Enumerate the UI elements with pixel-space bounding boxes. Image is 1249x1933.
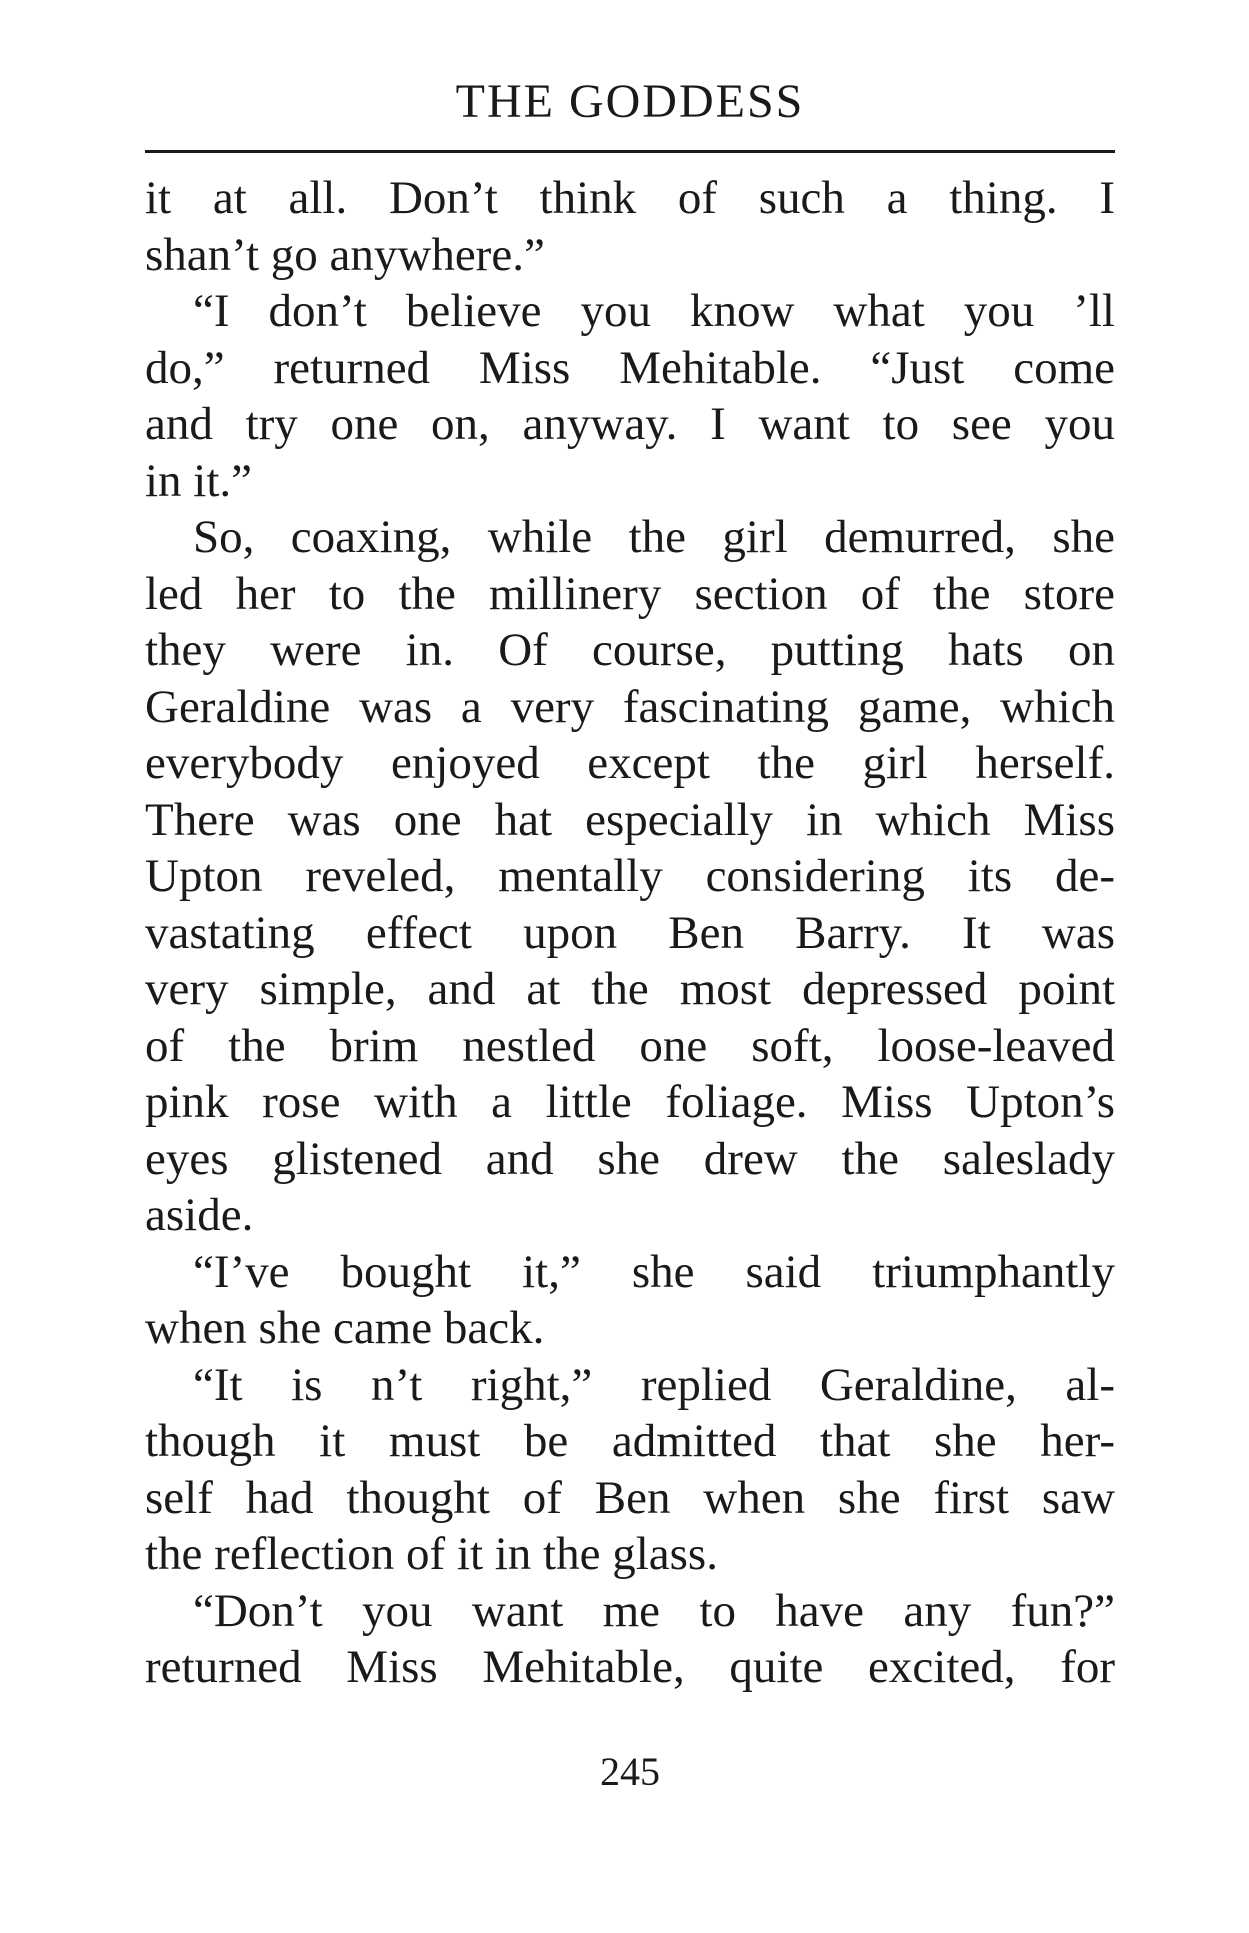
text-line: vastating effect upon Ben Barry. It was [145,906,1115,959]
text-line: it at all. Don’t think of such a thing. I [145,172,1115,224]
text-line: Geraldine was a very fascinating game, which [145,680,1115,733]
text-line: led her to the millinery section of the store [145,567,1115,620]
text-line: eyes glistened and she drew the saleslady [145,1132,1115,1185]
text-line: the reflection of it in the glass. [145,1528,718,1580]
header-rule [145,150,1115,153]
text-line: everybody enjoyed except the girl herself. [145,737,1115,789]
paragraph [145,1244,1115,1357]
text-line: returned Miss Mehitable, quite excited, for [145,1641,1115,1693]
text-line: self had thought of Ben when she first saw [145,1471,1115,1524]
text-line: Upton reveled, mentally considering its de- [145,850,1115,902]
paragraph [145,283,1115,509]
text-line: pink rose with a little foliage. Miss Upton’s [145,1076,1115,1128]
paragraph [145,1357,1115,1583]
text-line: “It is n’t right,” replied Geraldine, al- [193,1358,1115,1411]
running-head: THE GODDESS [455,75,805,128]
paragraph [145,1583,1115,1696]
text-line: “I’ve bought it,” she said triumphantly [193,1245,1115,1298]
paragraph [145,509,1115,1244]
text-line: in it.” [145,454,253,507]
text-line: they were in. Of course, putting hats on [145,624,1115,676]
text-line: aside. [145,1189,254,1241]
text-line: “I don’t believe you know what you ’ll [193,285,1115,337]
text-line: very simple, and at the most depressed point [145,963,1115,1015]
body-text [145,170,1115,1696]
text-line: So, coaxing, while the girl demurred, she [193,511,1115,563]
text-line: when she came back. [145,1302,545,1354]
page-number: 245 [600,1749,660,1794]
text-line: “Don’t you want me to have any fun?” [193,1584,1115,1637]
text-line: though it must be admitted that she her- [145,1415,1115,1467]
text-line: shan’t go anywhere.” [145,228,545,281]
text-line: There was one hat especially in which Miss [145,793,1115,846]
text-line: do,” returned Miss Mehitable. “Just come [145,341,1115,394]
paragraph [145,170,1115,283]
text-line: of the brim nestled one soft, loose-leaved [145,1019,1115,1072]
text-line: and try one on, anyway. I want to see you [145,398,1115,450]
